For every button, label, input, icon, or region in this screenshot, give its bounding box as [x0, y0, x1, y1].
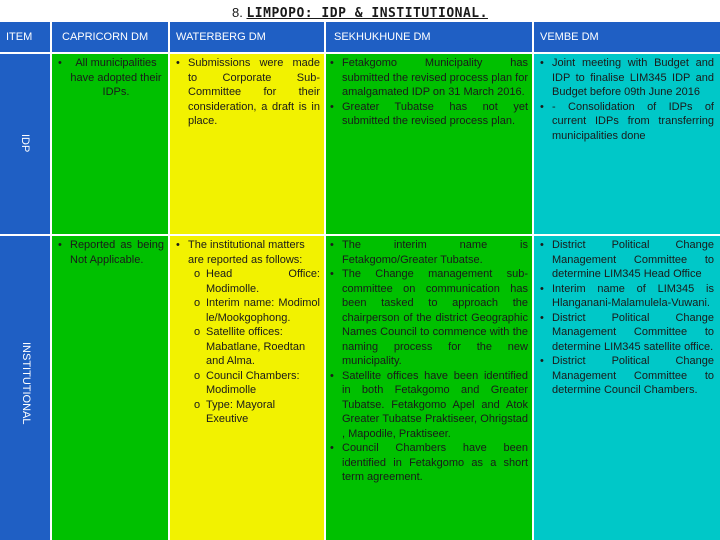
header-vembe: VEMBE DM: [534, 22, 720, 52]
list-item: • All municipalities have adopted their IDPs.: [58, 56, 162, 100]
idp-vembe-cell: [534, 54, 720, 234]
row-label-idp: IDP: [19, 134, 31, 153]
list-item: • - Consolidation of IDPs of current IDPs from transferring municipalities done: [540, 100, 714, 144]
inst-waterberg-cell: [170, 236, 324, 540]
header-waterberg: WATERBERG DM: [170, 22, 324, 52]
inst-capricorn-list: [58, 238, 164, 267]
inst-sekhukhune-cell: [326, 236, 532, 540]
list-item: • The institutional matters are reported as follows:: [176, 238, 320, 267]
row-label-institutional-cell: [0, 236, 50, 540]
list-item: • Satellite offices have been identified in both Fetakgomo and Greater Tubatse. Fetakgomo Apel and Atok Greater Tubatse Praktiseer, Ohrigstad , Mapodile, Praktiseer.: [330, 369, 528, 442]
list-item: • Fetakgomo Municipality has submitted the revised process plan for amalgamated IDP on 31 March 2016.: [330, 56, 528, 100]
list-item: • District Political Change Management Committee to determine Council Chambers.: [540, 354, 714, 398]
list-item: • District Political Change Management Committee to determine LIM345 Head Office: [540, 238, 714, 282]
header-capricorn: CAPRICORN DM: [52, 22, 168, 52]
list-subitem: o Satellite offices: Mabatlane, Roedtan and Alma.: [176, 325, 320, 369]
list-item: • Council Chambers have been identified in Fetakgomo as a short term agreement.: [330, 441, 528, 485]
list-subitem: o Interim name: Modimolle/Mookgophong.: [176, 296, 320, 325]
list-item: • Submissions were made to Corporate Sub-Committee for their consideration, a draft is in place.: [176, 56, 320, 129]
idp-vembe-list: [540, 56, 714, 143]
inst-vembe-list: [540, 238, 714, 398]
list-item: • The interim name is Fetakgomo/Greater Tubatse.: [330, 238, 528, 267]
list-item: • Greater Tubatse has not yet submitted the revised process plan.: [330, 100, 528, 129]
title-text: LIMPOPO: IDP & INSTITUTIONAL.: [246, 6, 488, 21]
idp-capricorn-cell: [52, 54, 168, 234]
inst-vembe-cell: [534, 236, 720, 540]
inst-sekhukhune-list: [330, 238, 528, 485]
list-subitem: o Council Chambers: Modimolle: [176, 369, 320, 398]
inst-waterberg-list: [176, 238, 320, 427]
header-sekhukhune: SEKHUKHUNE DM: [326, 22, 532, 52]
list-item: • District Political Change Management Committee to determine LIM345 satellite office.: [540, 311, 714, 355]
list-item: • Reported as being Not Applicable.: [58, 238, 164, 267]
list-subitem: o Type: Mayoral Exeutive: [176, 398, 320, 427]
list-item: • Joint meeting with Budget and IDP to finalise LIM345 IDP and Budget before 09th June 2016: [540, 56, 714, 100]
header-item: ITEM: [0, 22, 50, 52]
inst-capricorn-cell: [52, 236, 168, 540]
page-title: [0, 0, 720, 22]
idp-sekhukhune-list: [330, 56, 528, 129]
row-label-idp-cell: [0, 54, 50, 234]
list-item: • Interim name of LIM345 is Hlanganani-Malamulela-Vuwani.: [540, 282, 714, 311]
list-subitem: o Head Office: Modimolle.: [176, 267, 320, 296]
row-label-institutional: INSTITUTIONAL: [20, 342, 32, 425]
idp-capricorn-list: [58, 56, 162, 100]
idp-waterberg-cell: [170, 54, 324, 234]
title-number: 8.: [232, 5, 243, 20]
list-item: • The Change management sub-committee on communication has been tasked to approach the chairperson of the district Geographic Names Council to commence with the naming process for the new municipality.: [330, 267, 528, 369]
idp-waterberg-list: [176, 56, 320, 129]
idp-sekhukhune-cell: [326, 54, 532, 234]
